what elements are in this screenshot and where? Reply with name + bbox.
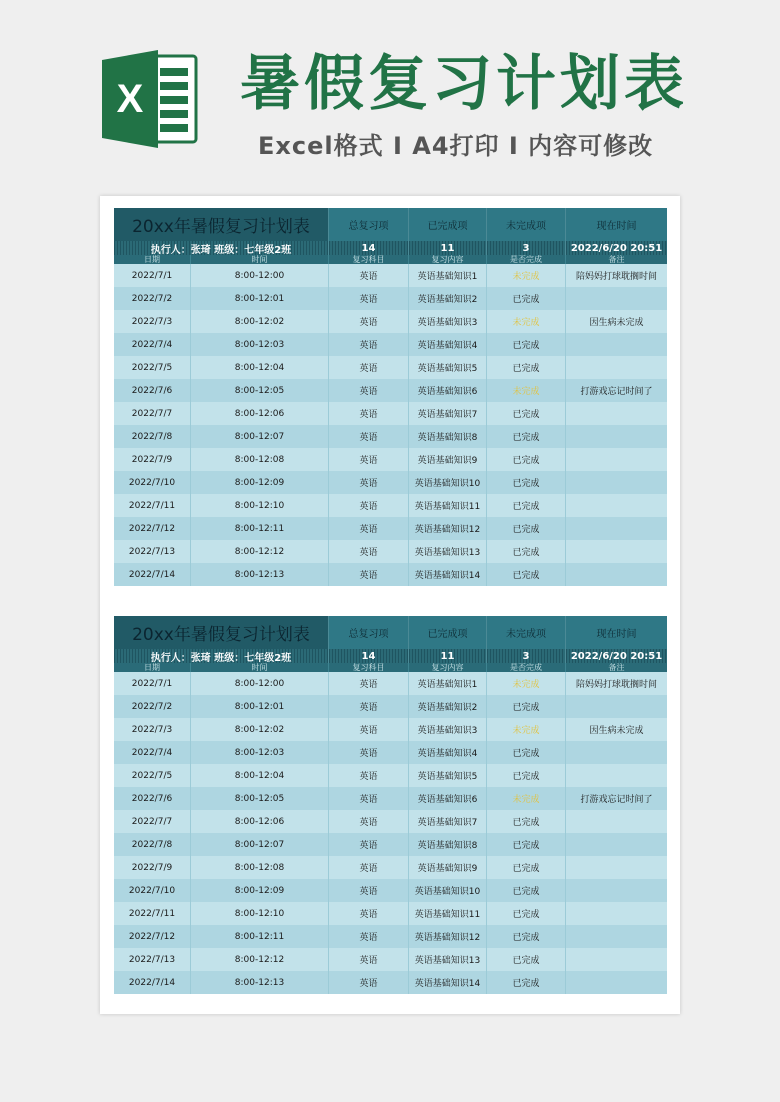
- status-cell[interactable]: 已完成: [486, 856, 565, 879]
- time-cell[interactable]: 8:00-12:06: [190, 402, 328, 425]
- time-cell[interactable]: 8:00-12:10: [190, 902, 328, 925]
- note-cell[interactable]: [565, 764, 667, 787]
- date-cell[interactable]: 2022/7/11: [128, 500, 176, 511]
- date-cell[interactable]: 2022/7/11: [128, 908, 176, 919]
- content-cell[interactable]: 英语基础知识3: [408, 310, 486, 333]
- content-cell[interactable]: 英语基础知识13: [408, 540, 486, 563]
- time-cell[interactable]: 8:00-12:11: [190, 925, 328, 948]
- page-subtitle: Excel格式 I A4打印 I 内容可修改: [258, 132, 654, 160]
- column-header: 日期: [114, 255, 190, 264]
- status-cell[interactable]: 已完成: [486, 879, 565, 902]
- date-cell[interactable]: 2022/7/2: [131, 701, 173, 712]
- subject-cell[interactable]: 英语: [328, 471, 408, 494]
- subject-cell[interactable]: 英语: [328, 540, 408, 563]
- table-row: [114, 379, 667, 402]
- date-cell[interactable]: 2022/7/8: [131, 431, 173, 442]
- status-cell[interactable]: 未完成: [486, 718, 565, 741]
- table-row: [114, 741, 667, 764]
- status-cell[interactable]: 未完成: [486, 264, 565, 287]
- status-cell[interactable]: 已完成: [486, 402, 565, 425]
- status-cell[interactable]: 已完成: [486, 810, 565, 833]
- subject-cell[interactable]: 英语: [328, 379, 408, 402]
- status-cell[interactable]: 已完成: [486, 356, 565, 379]
- column-header: 是否完成: [486, 663, 565, 672]
- note-cell[interactable]: [565, 356, 667, 379]
- status-cell[interactable]: 已完成: [486, 833, 565, 856]
- table-row: [114, 448, 667, 471]
- note-cell[interactable]: [565, 948, 667, 971]
- date-cell[interactable]: 2022/7/8: [131, 839, 173, 850]
- table-row: [114, 787, 667, 810]
- date-cell[interactable]: 2022/7/6: [131, 793, 173, 804]
- status-cell[interactable]: 已完成: [486, 333, 565, 356]
- subject-cell[interactable]: 英语: [328, 310, 408, 333]
- table-row: [114, 517, 667, 540]
- date-cell[interactable]: 2022/7/9: [131, 862, 173, 873]
- subject-cell[interactable]: 英语: [328, 695, 408, 718]
- stat-label: 总复习项: [328, 208, 408, 241]
- time-cell[interactable]: 8:00-12:10: [190, 494, 328, 517]
- table-row: [114, 402, 667, 425]
- status-cell[interactable]: 已完成: [486, 517, 565, 540]
- content-cell[interactable]: 英语基础知识10: [408, 471, 486, 494]
- status-cell[interactable]: 已完成: [486, 563, 565, 586]
- date-cell[interactable]: 2022/7/12: [128, 931, 176, 942]
- column-header: 时间: [190, 663, 328, 672]
- note-cell[interactable]: [565, 879, 667, 902]
- table-row: [114, 718, 667, 741]
- column-header: 复习科目: [328, 255, 408, 264]
- content-cell[interactable]: 英语基础知识6: [408, 787, 486, 810]
- date-cell[interactable]: 2022/7/14: [128, 569, 176, 580]
- note-cell[interactable]: [565, 540, 667, 563]
- content-cell[interactable]: 英语基础知识5: [408, 764, 486, 787]
- subject-cell[interactable]: 英语: [328, 833, 408, 856]
- note-cell[interactable]: [565, 902, 667, 925]
- plan-title: 20xx年暑假复习计划表: [114, 208, 328, 241]
- date-cell[interactable]: 2022/7/9: [131, 454, 173, 465]
- table-body: [114, 672, 667, 994]
- note-cell[interactable]: 陪妈妈打球耽搁时间: [565, 264, 667, 287]
- date-cell[interactable]: 2022/7/3: [131, 724, 173, 735]
- time-cell[interactable]: 8:00-12:02: [190, 310, 328, 333]
- time-cell[interactable]: 8:00-12:08: [190, 856, 328, 879]
- time-cell[interactable]: 8:00-12:09: [190, 879, 328, 902]
- status-cell[interactable]: 未完成: [486, 787, 565, 810]
- table-row: [114, 310, 667, 333]
- time-cell[interactable]: 8:00-12:08: [190, 448, 328, 471]
- time-cell[interactable]: 8:00-12:05: [190, 379, 328, 402]
- time-cell[interactable]: 8:00-12:09: [190, 471, 328, 494]
- date-cell[interactable]: 2022/7/3: [131, 316, 173, 327]
- table-row: [114, 425, 667, 448]
- date-cell[interactable]: 2022/7/7: [131, 816, 173, 827]
- subject-cell[interactable]: 英语: [328, 264, 408, 287]
- time-cell[interactable]: 8:00-12:13: [190, 563, 328, 586]
- note-cell[interactable]: [565, 563, 667, 586]
- table-row: [114, 925, 667, 948]
- time-cell[interactable]: 8:00-12:12: [190, 540, 328, 563]
- note-cell[interactable]: 因生病未完成: [565, 718, 667, 741]
- note-cell[interactable]: [565, 971, 667, 994]
- table-row: [114, 764, 667, 787]
- time-cell[interactable]: 8:00-12:07: [190, 425, 328, 448]
- stat-label: 已完成项: [408, 208, 486, 241]
- subject-cell[interactable]: 英语: [328, 810, 408, 833]
- date-cell[interactable]: 2022/7/5: [131, 770, 173, 781]
- status-cell[interactable]: 已完成: [486, 425, 565, 448]
- status-cell[interactable]: 已完成: [486, 948, 565, 971]
- stat-label: 未完成项: [486, 208, 565, 241]
- stat-label: 现在时间: [565, 208, 667, 241]
- time-cell[interactable]: 8:00-12:05: [190, 787, 328, 810]
- date-cell[interactable]: 2022/7/14: [128, 977, 176, 988]
- note-cell[interactable]: [565, 856, 667, 879]
- table-row: [114, 540, 667, 563]
- content-cell[interactable]: 英语基础知识1: [408, 264, 486, 287]
- time-cell[interactable]: 8:00-12:13: [190, 971, 328, 994]
- column-header: 是否完成: [486, 255, 565, 264]
- subject-cell[interactable]: 英语: [328, 287, 408, 310]
- subject-cell[interactable]: 英语: [328, 787, 408, 810]
- content-cell[interactable]: 英语基础知识2: [408, 287, 486, 310]
- content-cell[interactable]: 英语基础知识4: [408, 333, 486, 356]
- status-cell[interactable]: 已完成: [486, 971, 565, 994]
- date-cell[interactable]: 2022/7/1: [131, 270, 173, 281]
- note-cell[interactable]: [565, 517, 667, 540]
- note-cell[interactable]: [565, 471, 667, 494]
- time-cell[interactable]: 8:00-12:04: [190, 764, 328, 787]
- note-cell[interactable]: 打游戏忘记时间了: [565, 379, 667, 402]
- note-cell[interactable]: 打游戏忘记时间了: [565, 787, 667, 810]
- stat-value: 11: [408, 649, 486, 663]
- status-cell[interactable]: 已完成: [486, 287, 565, 310]
- content-cell[interactable]: 英语基础知识13: [408, 948, 486, 971]
- content-cell[interactable]: 英语基础知识3: [408, 718, 486, 741]
- note-cell[interactable]: [565, 402, 667, 425]
- note-cell[interactable]: 因生病未完成: [565, 310, 667, 333]
- status-cell[interactable]: 未完成: [486, 672, 565, 695]
- logo-letter: X: [116, 77, 144, 121]
- content-cell[interactable]: 英语基础知识10: [408, 879, 486, 902]
- subject-cell[interactable]: 英语: [328, 764, 408, 787]
- subject-cell[interactable]: 英语: [328, 333, 408, 356]
- content-cell[interactable]: 英语基础知识8: [408, 425, 486, 448]
- stat-value: 2022/6/20 20:51: [565, 241, 667, 255]
- note-cell[interactable]: [565, 833, 667, 856]
- time-cell[interactable]: 8:00-12:00: [190, 672, 328, 695]
- table-row: [114, 948, 667, 971]
- executor-info: 执行人：张琦 班级：七年级2班: [114, 649, 328, 663]
- column-header: 备注: [565, 663, 667, 672]
- table-row: [114, 856, 667, 879]
- content-cell[interactable]: 英语基础知识5: [408, 356, 486, 379]
- column-header: 复习内容: [408, 663, 486, 672]
- status-cell[interactable]: 已完成: [486, 902, 565, 925]
- subject-cell[interactable]: 英语: [328, 879, 408, 902]
- status-cell[interactable]: 已完成: [486, 925, 565, 948]
- date-cell[interactable]: 2022/7/2: [131, 293, 173, 304]
- column-header: 复习科目: [328, 663, 408, 672]
- note-cell[interactable]: [565, 741, 667, 764]
- stat-label: 总复习项: [328, 616, 408, 649]
- date-cell[interactable]: 2022/7/5: [131, 362, 173, 373]
- time-cell[interactable]: 8:00-12:07: [190, 833, 328, 856]
- content-cell[interactable]: 英语基础知识6: [408, 379, 486, 402]
- content-cell[interactable]: 英语基础知识14: [408, 563, 486, 586]
- table-row: [114, 494, 667, 517]
- stat-value: 14: [328, 241, 408, 255]
- stat-value: 3: [486, 241, 565, 255]
- excel-logo-icon: [100, 46, 200, 152]
- status-cell[interactable]: 未完成: [486, 310, 565, 333]
- content-cell[interactable]: 英语基础知识9: [408, 448, 486, 471]
- stat-label: 现在时间: [565, 616, 667, 649]
- date-cell[interactable]: 2022/7/13: [128, 954, 176, 965]
- subject-cell[interactable]: 英语: [328, 971, 408, 994]
- time-cell[interactable]: 8:00-12:12: [190, 948, 328, 971]
- table-row: [114, 902, 667, 925]
- content-cell[interactable]: 英语基础知识14: [408, 971, 486, 994]
- time-cell[interactable]: 8:00-12:01: [190, 695, 328, 718]
- subject-cell[interactable]: 英语: [328, 494, 408, 517]
- date-cell[interactable]: 2022/7/12: [128, 523, 176, 534]
- subject-cell[interactable]: 英语: [328, 948, 408, 971]
- subject-cell[interactable]: 英语: [328, 356, 408, 379]
- executor-info: 执行人：张琦 班级：七年级2班: [114, 241, 328, 255]
- status-cell[interactable]: 未完成: [486, 379, 565, 402]
- content-cell[interactable]: 英语基础知识12: [408, 925, 486, 948]
- date-cell[interactable]: 2022/7/10: [128, 885, 176, 896]
- table-row: [114, 672, 667, 695]
- note-cell[interactable]: [565, 425, 667, 448]
- note-cell[interactable]: 陪妈妈打球耽搁时间: [565, 672, 667, 695]
- stat-value: 3: [486, 649, 565, 663]
- time-cell[interactable]: 8:00-12:03: [190, 741, 328, 764]
- status-cell[interactable]: 已完成: [486, 448, 565, 471]
- content-cell[interactable]: 英语基础知识7: [408, 402, 486, 425]
- content-cell[interactable]: 英语基础知识8: [408, 833, 486, 856]
- stat-value: 11: [408, 241, 486, 255]
- time-cell[interactable]: 8:00-12:00: [190, 264, 328, 287]
- column-header: 复习内容: [408, 255, 486, 264]
- note-cell[interactable]: [565, 333, 667, 356]
- subject-cell[interactable]: 英语: [328, 402, 408, 425]
- table-row: [114, 264, 667, 287]
- date-cell[interactable]: 2022/7/4: [131, 339, 173, 350]
- status-cell[interactable]: 已完成: [486, 741, 565, 764]
- note-cell[interactable]: [565, 287, 667, 310]
- date-cell[interactable]: 2022/7/13: [128, 546, 176, 557]
- subject-cell[interactable]: 英语: [328, 448, 408, 471]
- status-cell[interactable]: 已完成: [486, 695, 565, 718]
- subject-cell[interactable]: 英语: [328, 925, 408, 948]
- content-cell[interactable]: 英语基础知识1: [408, 672, 486, 695]
- status-cell[interactable]: 已完成: [486, 471, 565, 494]
- column-header: 时间: [190, 255, 328, 264]
- date-cell[interactable]: 2022/7/7: [131, 408, 173, 419]
- plan-title: 20xx年暑假复习计划表: [114, 616, 328, 649]
- time-cell[interactable]: 8:00-12:02: [190, 718, 328, 741]
- table-row: [114, 356, 667, 379]
- time-cell[interactable]: 8:00-12:04: [190, 356, 328, 379]
- table-body: [114, 264, 667, 586]
- status-cell[interactable]: 已完成: [486, 540, 565, 563]
- content-cell[interactable]: 英语基础知识11: [408, 902, 486, 925]
- note-cell[interactable]: [565, 448, 667, 471]
- content-cell[interactable]: 英语基础知识12: [408, 517, 486, 540]
- page-title: 暑假复习计划表: [240, 49, 688, 119]
- content-cell[interactable]: 英语基础知识2: [408, 695, 486, 718]
- table-row: [114, 333, 667, 356]
- subject-cell[interactable]: 英语: [328, 672, 408, 695]
- column-header: 备注: [565, 255, 667, 264]
- content-cell[interactable]: 英语基础知识11: [408, 494, 486, 517]
- stat-label: 未完成项: [486, 616, 565, 649]
- note-cell[interactable]: [565, 494, 667, 517]
- table-row: [114, 471, 667, 494]
- subject-cell[interactable]: 英语: [328, 563, 408, 586]
- time-cell[interactable]: 8:00-12:06: [190, 810, 328, 833]
- page-header: [0, 0, 780, 190]
- table-row: [114, 879, 667, 902]
- table-row: [114, 695, 667, 718]
- table-row: [114, 833, 667, 856]
- content-cell[interactable]: 英语基础知识4: [408, 741, 486, 764]
- content-cell[interactable]: 英语基础知识9: [408, 856, 486, 879]
- status-cell[interactable]: 已完成: [486, 764, 565, 787]
- content-cell[interactable]: 英语基础知识7: [408, 810, 486, 833]
- stat-value: 14: [328, 649, 408, 663]
- date-cell[interactable]: 2022/7/6: [131, 385, 173, 396]
- column-header: 日期: [114, 663, 190, 672]
- note-cell[interactable]: [565, 695, 667, 718]
- subject-cell[interactable]: 英语: [328, 425, 408, 448]
- date-cell[interactable]: 2022/7/1: [131, 678, 173, 689]
- note-cell[interactable]: [565, 925, 667, 948]
- time-cell[interactable]: 8:00-12:01: [190, 287, 328, 310]
- subject-cell[interactable]: 英语: [328, 718, 408, 741]
- spreadsheet-page: [100, 196, 680, 1014]
- subject-cell[interactable]: 英语: [328, 517, 408, 540]
- table-row: [114, 563, 667, 586]
- time-cell[interactable]: 8:00-12:11: [190, 517, 328, 540]
- subject-cell[interactable]: 英语: [328, 741, 408, 764]
- time-cell[interactable]: 8:00-12:03: [190, 333, 328, 356]
- note-cell[interactable]: [565, 810, 667, 833]
- subject-cell[interactable]: 英语: [328, 902, 408, 925]
- date-cell[interactable]: 2022/7/10: [128, 477, 176, 488]
- table-row: [114, 971, 667, 994]
- table-row: [114, 287, 667, 310]
- status-cell[interactable]: 已完成: [486, 494, 565, 517]
- subject-cell[interactable]: 英语: [328, 856, 408, 879]
- stat-label: 已完成项: [408, 616, 486, 649]
- date-cell[interactable]: 2022/7/4: [131, 747, 173, 758]
- table-row: [114, 810, 667, 833]
- stat-value: 2022/6/20 20:51: [565, 649, 667, 663]
